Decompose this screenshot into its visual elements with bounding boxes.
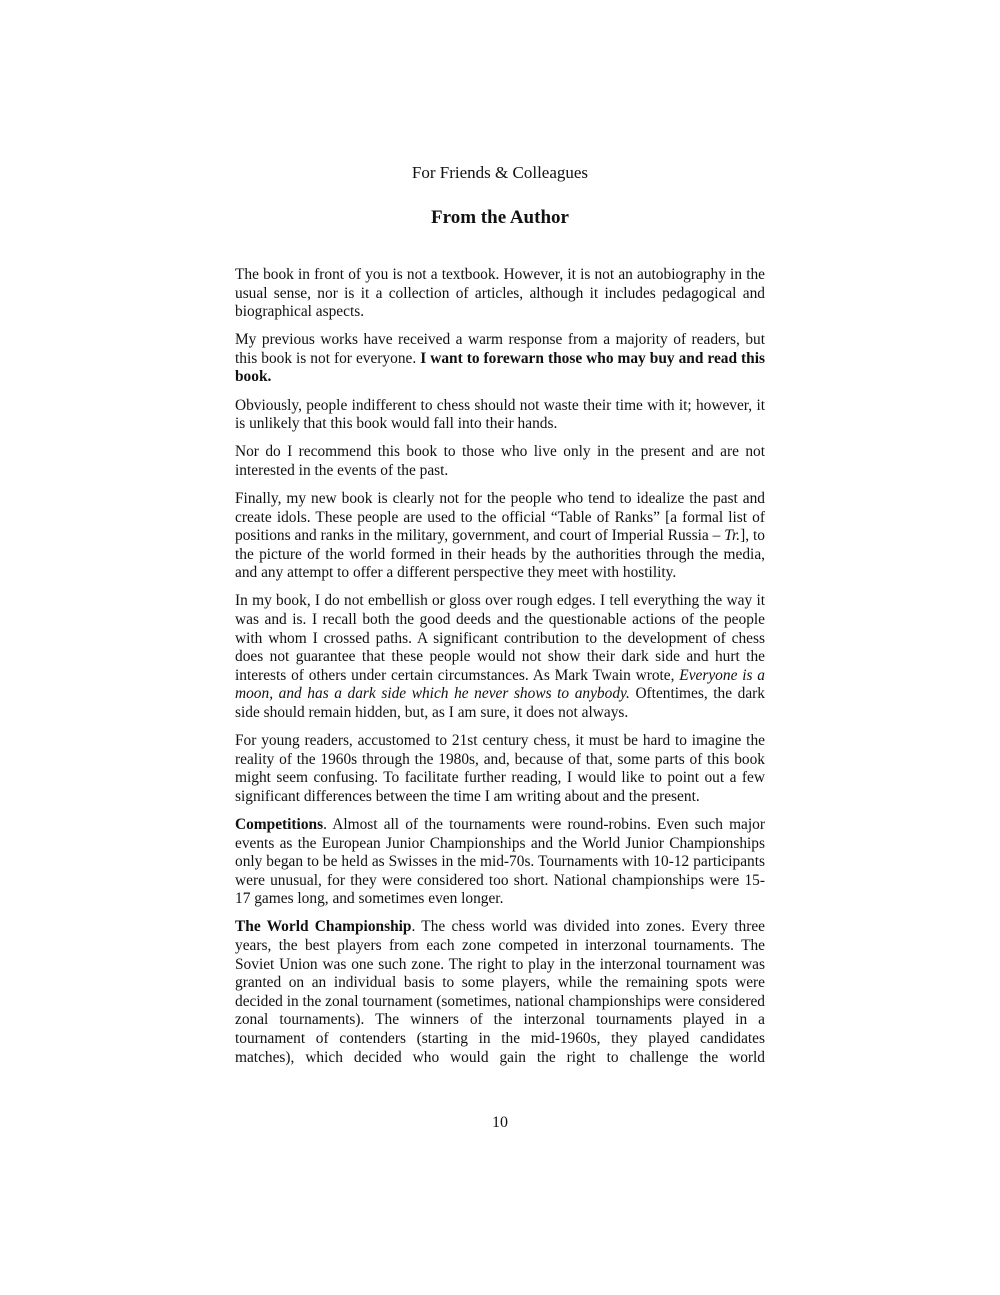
paragraph	[235, 592, 765, 722]
paragraph-text: Oftentimes, the dark side should remain hidden, but, as I am sure, it does not always.	[235, 685, 765, 721]
paragraph-text: . Almost all of the tournaments were round-robins. Even such major events as the European Junior Championships and the World Junior Championships only began to be held as Swisses in the mid-70s. Tournaments with 10-12 participants were unusual, for they were considered too short. National championships were 15-17 games long, and sometimes even longer.	[235, 815, 765, 908]
paragraph: Nor do I recommend this book to those who live only in the present and are not interested in the events of the past.	[235, 443, 765, 479]
paragraph-text: Finally, my new book is clearly not for the people who tend to idealize the past and create idols. These people are used to the official “Table of Ranks” [a formal list of positions and ranks in the military, government, and court of Imperial Russia –	[235, 489, 765, 545]
body-text	[235, 266, 765, 1077]
paragraph-text: In my book, I do not embellish or gloss over rough edges. I tell everything the way it was and is. I recall both the good deeds and the questionable actions of the people with whom I crossed paths. A significant contribution to the development of chess does not guarantee that these people would not show their dark side and hurt the interests of others under certain circumstances. As Mark Twain wrote,	[235, 592, 765, 684]
paragraph	[235, 490, 765, 583]
dedication-header: For Friends & Colleagues	[411, 163, 589, 182]
paragraph-text: My previous works have received a warm response from a majority of readers, but this book is not for everyone.	[235, 331, 765, 367]
section-title: From the Author	[431, 207, 569, 228]
paragraph: For young readers, accustomed to 21st century chess, it must be hard to imagine the reality of the 1960s through the 1980s, and, because of that, some parts of this book might seem confusing. To facilitate further reading, I would like to point out a few significant differences between the time I am writing about and the present.	[235, 732, 765, 805]
emphasis-bold: I want to forewarn those who may buy and read this book.	[235, 349, 765, 386]
page-number: 10	[492, 1114, 508, 1131]
quotation-italic: Everyone is a moon, and has a dark side which he never shows to anybody.	[235, 666, 766, 703]
translator-note: Tr.	[724, 527, 741, 545]
term-bold: The World Championship	[235, 918, 412, 936]
paragraph	[235, 918, 765, 1067]
paragraph: Obviously, people indifferent to chess should not waste their time with it; however, it is unlikely that this book would fall into their hands.	[235, 396, 765, 433]
paragraph-text: . The chess world was divided into zones. Every three years, the best players from each zone competed in interzonal tournaments. The Soviet Union was one such zone. The right to play in the interzonal tournament was granted on an individual basis to some players, while the remaining spots were decided in the zonal tournament (sometimes, national championships were considered zonal tournaments). The winners of the interzonal tournaments played in a tournament of contenders (starting in the mid-1960s, they played candidates matches), which decided who would gain the right to challenge the world	[235, 918, 765, 1066]
paragraph-text: ], to the picture of the world formed in their heads by the authorities through the media, and any attempt to offer a different perspective they meet with hostility.	[235, 527, 765, 582]
term-bold: Competitions	[235, 815, 324, 833]
paragraph: The book in front of you is not a textbook. However, it is not an autobiography in the usual sense, nor is it a collection of articles, although it includes pedagogical and biographical aspects.	[235, 266, 765, 321]
paragraph	[235, 331, 765, 387]
paragraph	[235, 816, 765, 909]
